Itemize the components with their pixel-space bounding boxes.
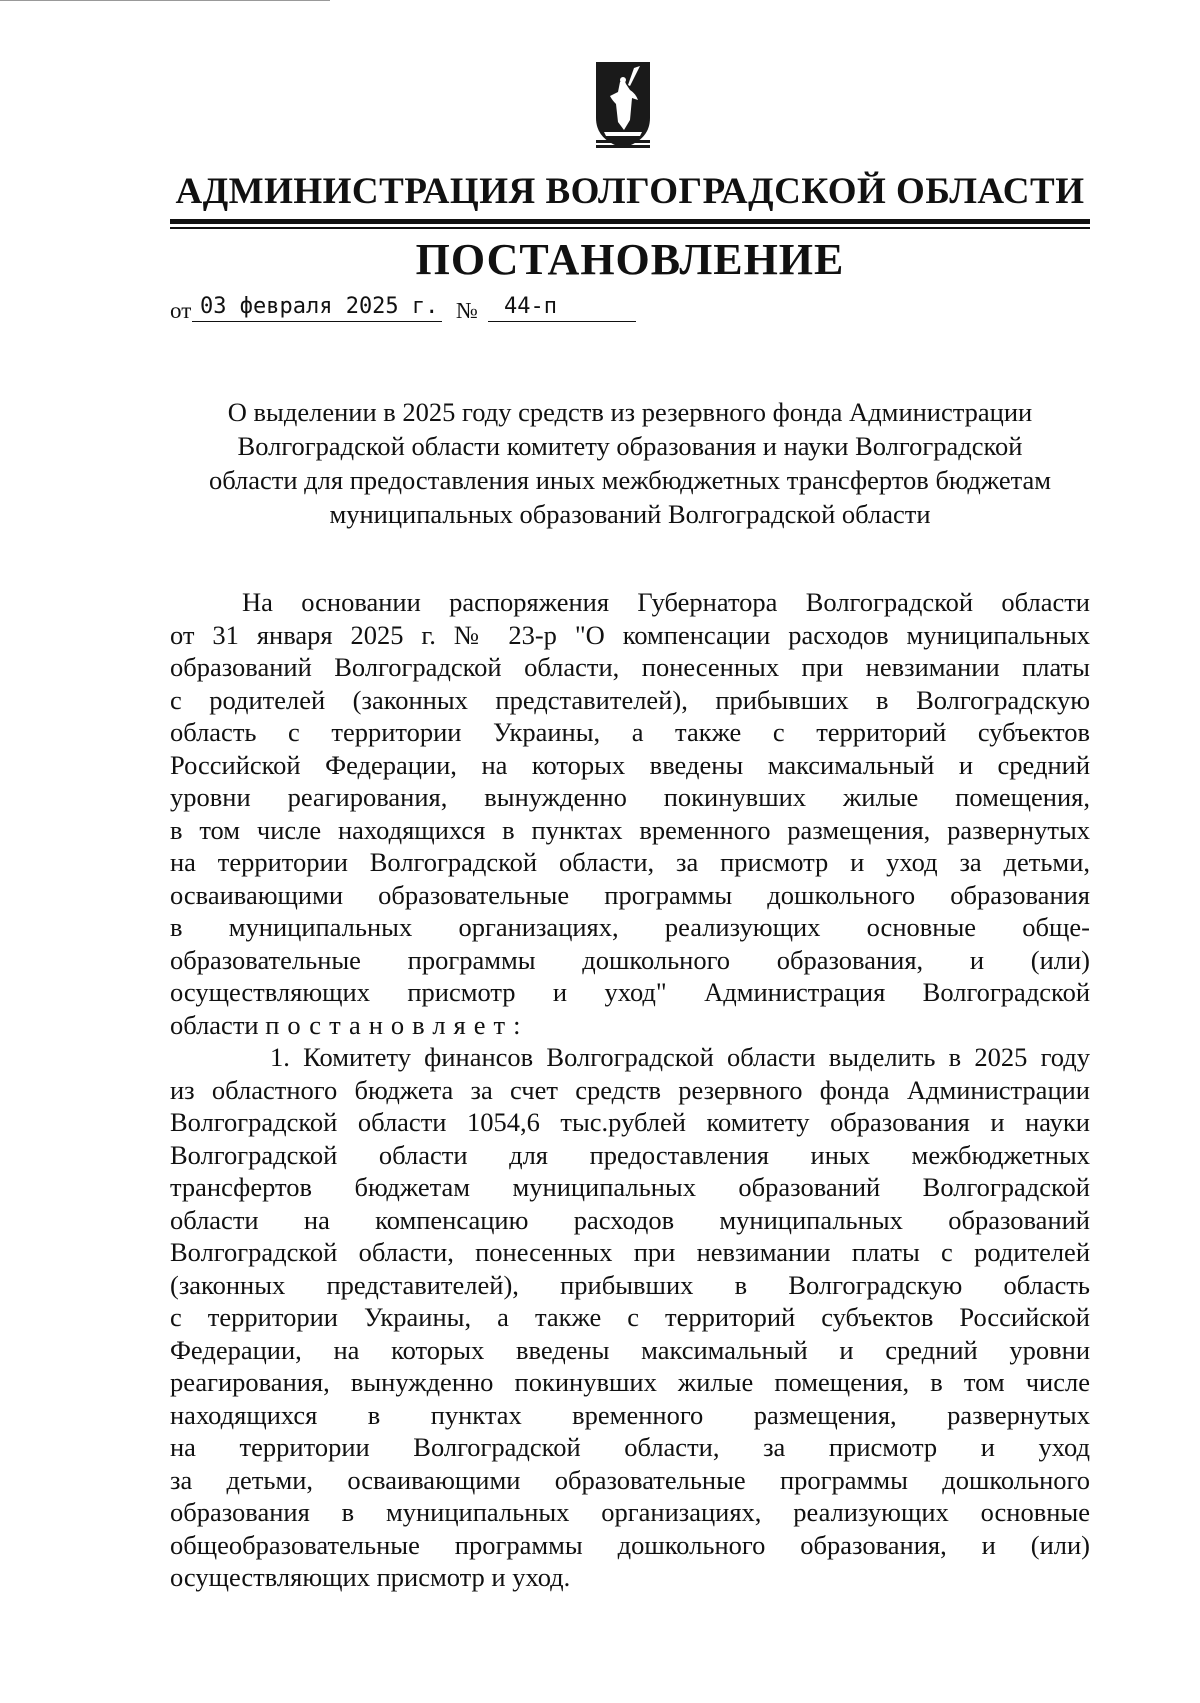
clause-line: Федерации, на которых введены максимальный и средний уровни — [170, 1334, 1090, 1365]
document-number: 44-п — [488, 294, 636, 322]
document-type-title: ПОСТАНОВЛЕНИЕ — [415, 235, 845, 284]
clause-line: за детьми, осваивающими образовательные программы дошкольного — [170, 1464, 1090, 1495]
preamble-line: осваивающими образовательные программы дошкольного образования — [170, 879, 1090, 910]
preamble-line: с родителей (законных представителей), прибывших в Волгоградскую — [170, 684, 1090, 715]
clause-line: реагирования, вынужденно покинувших жилые помещения, в том числе — [170, 1367, 1090, 1397]
preamble-line: область с территории Украины, а также с территорий субъектов — [170, 717, 1090, 747]
preamble-line: уровни реагирования, вынужденно покинувших жилые помещения, — [170, 782, 1090, 812]
decree-prefix: области — [170, 1009, 259, 1040]
clause-line: находящихся в пунктах временного размещения, развернутых — [170, 1399, 1090, 1430]
clause-line: осуществляющих присмотр и уход. — [170, 1562, 571, 1592]
preamble-line: от 31 января 2025 г. № 23-р "О компенсации расходов муниципальных — [170, 619, 1090, 650]
clause-line: с территории Украины, а также с территорий субъектов Российской — [170, 1302, 1090, 1332]
header-rule-thick — [170, 219, 1090, 224]
preamble-line: На основании распоряжения Губернатора Волгоградской области — [242, 587, 1090, 617]
clause-line: общеобразовательные программы дошкольного образования, и (или) — [170, 1529, 1090, 1560]
subject-line: муниципальных образований Волгоградской области — [329, 499, 931, 529]
preamble-line: образовательные программы дошкольного образования, и (или) — [170, 944, 1090, 975]
clause-line: Волгоградской области, понесенных при невзимании платы с родителей — [170, 1237, 1090, 1267]
date-from-label: от — [170, 298, 192, 323]
clause-line: (законных представителей), прибывших в Волгоградскую область — [170, 1269, 1090, 1300]
preamble-line: Российской Федерации, на которых введены максимальный и средний — [170, 749, 1090, 780]
clause-line: на территории Волгоградской области, за присмотр и уход — [170, 1432, 1090, 1462]
document-body — [170, 586, 1090, 1594]
subject-line: Волгоградской области комитету образования и науки Волгоградской — [237, 431, 1023, 461]
decree-line — [170, 1009, 1090, 1042]
organization-title: АДМИНИСТРАЦИЯ ВОЛГОГРАДСКОЙ ОБЛАСТИ — [175, 171, 1085, 212]
clause-line: Волгоградской области для предоставления иных межбюджетных — [170, 1139, 1090, 1170]
preamble-line: осуществляющих присмотр и уход" Администрация Волгоградской — [170, 977, 1090, 1007]
clause-line: образования в муниципальных организациях, реализующих основные — [170, 1497, 1090, 1527]
clause-line: из областного бюджета за счет средств резервного фонда Администрации — [170, 1074, 1090, 1105]
document-date: 03 февраля 2025 г. — [192, 294, 442, 322]
scan-top-rule — [0, 0, 330, 1]
clause-line: 1. Комитету финансов Волгоградской области выделить в 2025 году — [270, 1042, 1090, 1072]
preamble-line: в том числе находящихся в пунктах временного размещения, развернутых — [170, 814, 1090, 845]
clause-line: трансфертов бюджетам муниципальных образований Волгоградской — [170, 1172, 1090, 1202]
number-sign-label: № — [456, 298, 478, 323]
subject-line: области для предоставления иных межбюджетных трансфертов бюджетам — [208, 465, 1052, 495]
clause-line: области на компенсацию расходов муниципальных образований — [170, 1204, 1090, 1235]
subject-line: О выделении в 2025 году средств из резервного фонда Администрации — [227, 397, 1033, 427]
preamble-line: образований Волгоградской области, понесенных при невзимании платы — [170, 652, 1090, 682]
volgograd-coat-of-arms-icon — [590, 60, 656, 150]
preamble-line: на территории Волгоградской области, за присмотр и уход за детьми, — [170, 847, 1090, 877]
header-rule-thin — [170, 227, 1090, 229]
document-subject — [170, 395, 1090, 531]
preamble-line: в муниципальных организациях, реализующих основные обще- — [170, 912, 1090, 942]
decree-word: постановляет: — [265, 1009, 529, 1040]
clause-line: Волгоградской области 1054,6 тыс.рублей комитету образования и науки — [170, 1107, 1090, 1137]
